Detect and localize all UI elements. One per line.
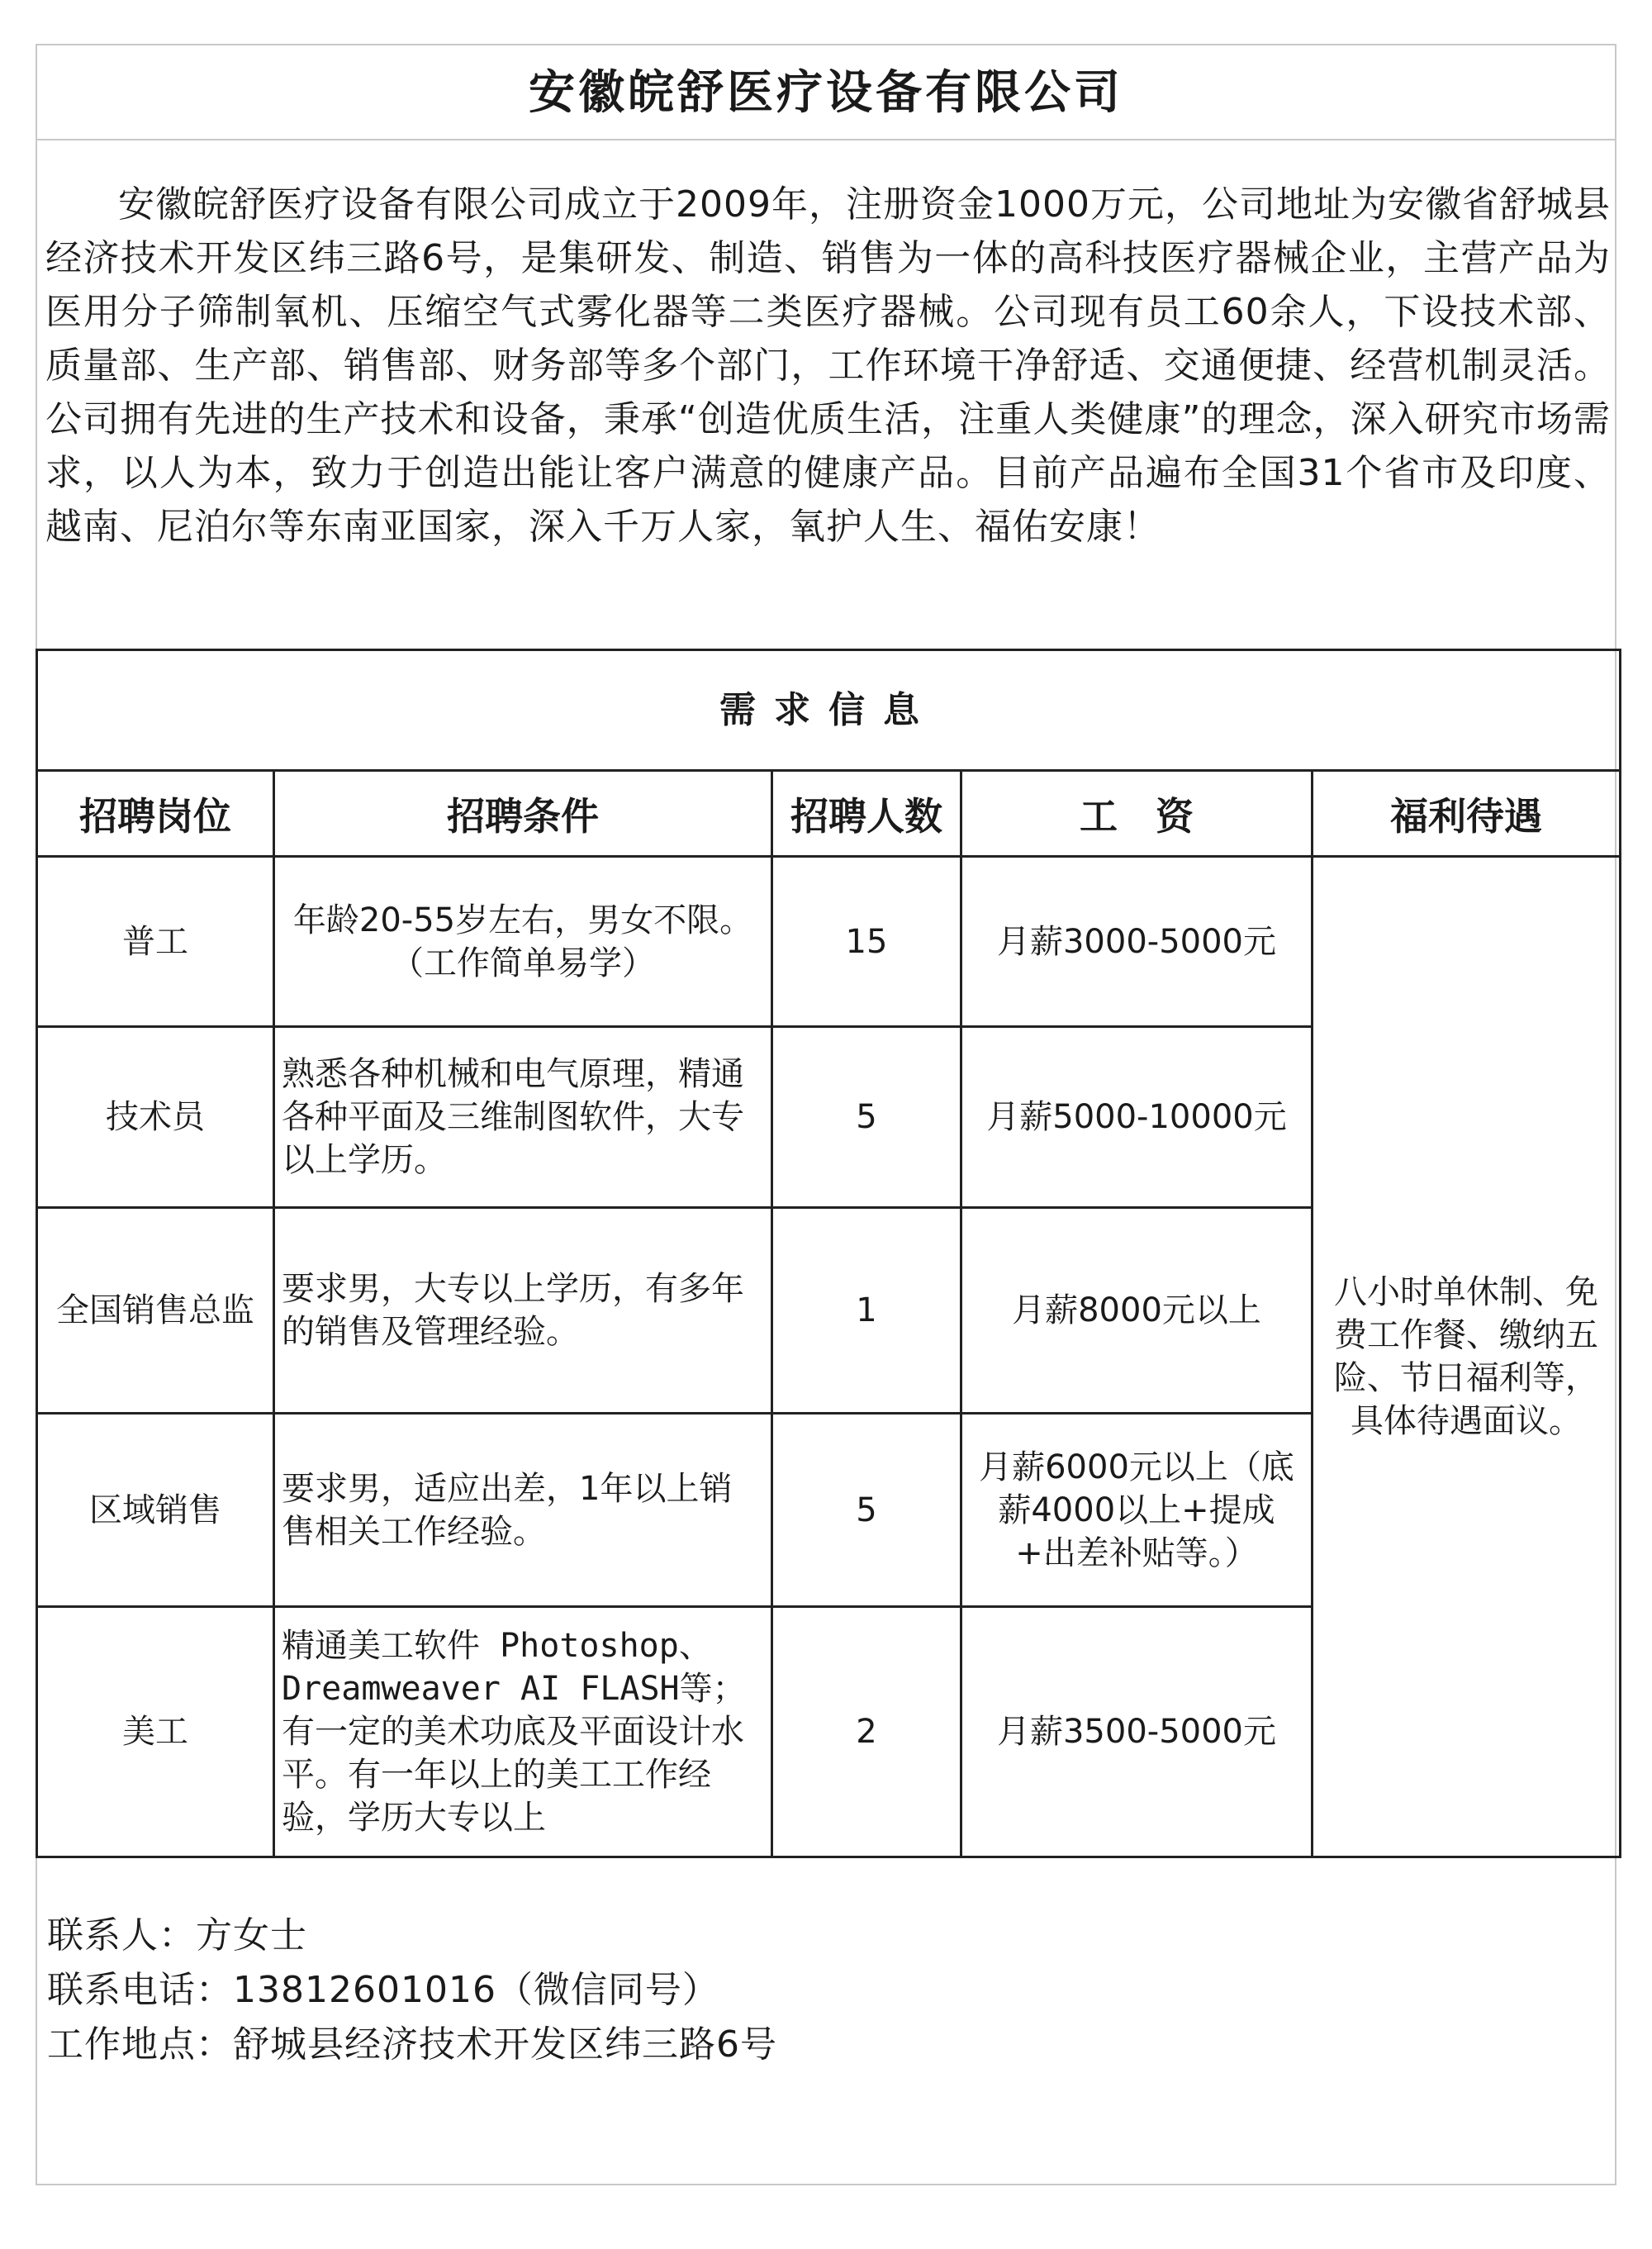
salary-cell: 月薪3000-5000元 <box>961 857 1313 1027</box>
contact-phone: 联系电话：13812601016（微信同号） <box>47 1969 719 2011</box>
salary-cell: 月薪8000元以上 <box>961 1208 1313 1414</box>
requirements-cell: 年龄20-55岁左右，男女不限。（工作简单易学） <box>274 857 772 1027</box>
table-row <box>37 857 1621 1027</box>
welfare-cell: 八小时单休制、免费工作餐、缴纳五险、节日福利等，具体待遇面议。 <box>1313 857 1621 1857</box>
header-position: 招聘岗位 <box>37 771 274 857</box>
header-salary: 工 资 <box>961 771 1313 857</box>
position-cell: 技术员 <box>37 1027 274 1208</box>
salary-cell: 月薪6000元以上（底薪4000以上+提成+出差补贴等。） <box>961 1414 1313 1607</box>
salary-cell: 月薪3500-5000元 <box>961 1607 1313 1857</box>
requirements-cell: 精通美工软件 Photoshop、Dreamweaver AI FLASH等；有一定的美术功底及平面设计水平。有一年以上的美工工作经验，学历大专以上 <box>274 1607 772 1857</box>
company-introduction: 安徽皖舒医疗设备有限公司成立于2009年，注册资金1000万元，公司地址为安徽省舒城县经济技术开发区纬三路6号，是集研发、制造、销售为一体的高科技医疗器械企业，主营产品为医用分子筛制氧机、压缩空气式雾化器等二类医疗器械。公司现有员工60余人，下设技术部、质量部、生产部、销售部、财务部等多个部门，工作环境干净舒适、交通便捷、经营机制灵活。公司拥有先进的生产技术和设备，秉承“创造优质生活，注重人类健康”的理念，深入研究市场需求，以人为本，致力于创造出能让客户满意的健康产品。目前产品遍布全国31个省市及印度、越南、尼泊尔等东南亚国家，深入千万人家，氧护人生、福佑安康！ <box>45 183 1611 548</box>
table-header-row <box>37 771 1621 857</box>
position-cell: 全国销售总监 <box>37 1208 274 1414</box>
contact-info <box>47 1909 777 2072</box>
work-address: 工作地点：舒城县经济技术开发区纬三路6号 <box>47 2023 777 2066</box>
job-posting-document <box>36 44 1616 2185</box>
salary-cell: 月薪5000-10000元 <box>961 1027 1313 1208</box>
requirements-cell: 要求男，大专以上学历，有多年的销售及管理经验。 <box>274 1208 772 1414</box>
header-welfare: 福利待遇 <box>1313 771 1621 857</box>
section-title: 需求信息 <box>37 650 1621 771</box>
recruitment-table <box>36 649 1621 1858</box>
position-cell: 美工 <box>37 1607 274 1857</box>
requirements-cell: 要求男，适应出差，1年以上销售相关工作经验。 <box>274 1414 772 1607</box>
header-requirements: 招聘条件 <box>274 771 772 857</box>
contact-person: 联系人：方女士 <box>47 1914 307 1957</box>
count-cell: 5 <box>772 1414 961 1607</box>
position-cell: 区域销售 <box>37 1414 274 1607</box>
company-title: 安徽皖舒医疗设备有限公司 <box>37 45 1615 140</box>
header-count: 招聘人数 <box>772 771 961 857</box>
count-cell: 1 <box>772 1208 961 1414</box>
position-cell: 普工 <box>37 857 274 1027</box>
count-cell: 15 <box>772 857 961 1027</box>
requirements-cell: 熟悉各种机械和电气原理，精通各种平面及三维制图软件，大专以上学历。 <box>274 1027 772 1208</box>
count-cell: 5 <box>772 1027 961 1208</box>
count-cell: 2 <box>772 1607 961 1857</box>
